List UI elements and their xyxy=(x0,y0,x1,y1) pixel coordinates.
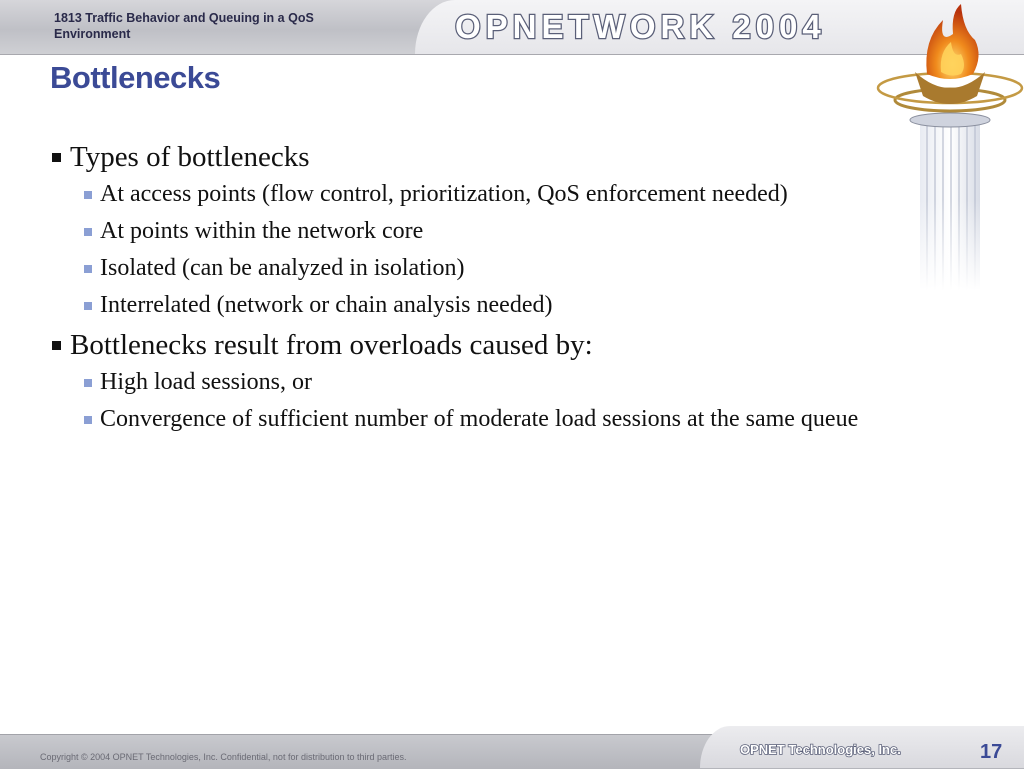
bullet-text: At access points (flow control, prioritization, QoS enforcement needed) xyxy=(100,181,788,207)
square-bullet-icon xyxy=(52,153,61,162)
square-bullet-icon xyxy=(84,191,92,199)
bullet-level2 xyxy=(100,217,870,245)
conference-logo: OPNETWORK 2004 xyxy=(455,8,826,45)
torch-icon xyxy=(865,0,1024,290)
bullet-text: Types of bottlenecks xyxy=(70,141,310,173)
copyright-notice: Copyright © 2004 OPNET Technologies, Inc. Confidential, not for distribution to third parties. xyxy=(40,752,407,762)
square-bullet-icon xyxy=(84,302,92,310)
bullet-text: Interrelated (network or chain analysis needed) xyxy=(100,292,553,318)
bullet-text: At points within the network core xyxy=(100,218,424,244)
page-number: 17 xyxy=(980,741,1003,763)
bullet-level2 xyxy=(100,254,870,282)
bullet-text: Isolated (can be analyzed in isolation) xyxy=(100,255,465,281)
company-logo: OPNET Technologies, Inc. xyxy=(740,742,901,757)
square-bullet-icon xyxy=(52,341,61,350)
bullet-level2 xyxy=(100,368,870,396)
square-bullet-icon xyxy=(84,265,92,273)
slide-title: Bottlenecks xyxy=(50,60,221,95)
bullet-text: Convergence of sufficient number of moderate load sessions at the same queue xyxy=(100,406,859,432)
bullet-level2 xyxy=(100,180,870,208)
bullet-list xyxy=(50,140,870,442)
bullet-text: Bottlenecks result from overloads caused by: xyxy=(70,329,593,361)
square-bullet-icon xyxy=(84,228,92,236)
session-title: 1813 Traffic Behavior and Queuing in a QoS Environment xyxy=(54,11,314,41)
bullet-level1 xyxy=(50,140,870,174)
bullet-level1 xyxy=(50,328,870,362)
square-bullet-icon xyxy=(84,379,92,387)
bullet-text: High load sessions, or xyxy=(100,369,312,395)
bullet-level2 xyxy=(100,291,870,319)
bullet-level2 xyxy=(100,405,870,433)
square-bullet-icon xyxy=(84,416,92,424)
